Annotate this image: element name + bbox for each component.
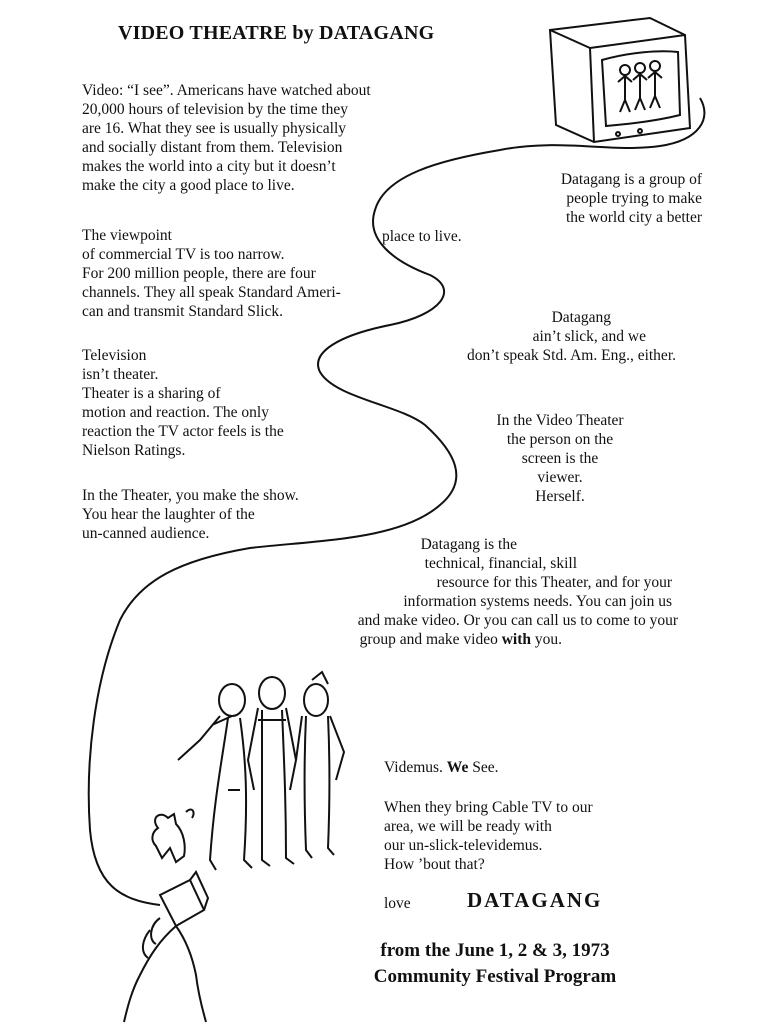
text-line: The viewpoint <box>82 227 172 244</box>
text-line: of commercial TV is too narrow. <box>82 246 285 263</box>
text-line: Television <box>82 347 147 364</box>
text-line: ain’t slick, and we <box>532 328 646 345</box>
text-line: resource for this Theater, and for your <box>436 574 672 591</box>
text-line: Herself. <box>535 488 585 505</box>
text-line: our un-slick-televidemus. <box>384 837 543 854</box>
theater-paragraph <box>82 346 284 460</box>
text-line: the person on the <box>506 431 614 448</box>
footer-credit <box>330 938 660 990</box>
video-theater-paragraph <box>470 411 650 506</box>
footer-line: from the June 1, 2 & 3, 1973 <box>380 940 610 961</box>
videmus-line <box>384 758 498 777</box>
text-line: Datagang is the <box>420 536 517 553</box>
text-fragment: group and make video <box>359 631 502 648</box>
text-line: and socially distant from them. Television <box>82 139 343 156</box>
group-paragraph <box>382 170 702 246</box>
text-line: don’t speak Std. Am. Eng., either. <box>467 347 676 364</box>
text-line: reaction the TV actor feels is the <box>82 423 284 440</box>
text-fragment: you. <box>531 631 562 648</box>
intro-paragraph <box>82 81 371 195</box>
text-line: can and transmit Standard Slick. <box>82 303 284 320</box>
people-group-icon <box>178 672 344 870</box>
text-line: viewer. <box>537 469 583 486</box>
hand-with-camera-icon <box>124 872 208 1022</box>
text-line: How ’bout that? <box>384 856 485 873</box>
text-line: channels. They all speak Standard Ameri- <box>82 284 341 301</box>
text-line: Datagang is a group of <box>560 171 702 188</box>
text-line: place to live. <box>382 228 462 245</box>
cable-paragraph <box>384 798 593 874</box>
text-line: In the Theater, you make the show. <box>82 487 299 504</box>
text-fragment: See. <box>468 759 499 776</box>
resource-paragraph <box>192 535 678 649</box>
dog-icon <box>152 810 193 862</box>
text-line: makes the world into a city but it doesn’t <box>82 158 336 175</box>
text-line: are 16. What they see is usually physically <box>82 120 347 137</box>
text-line <box>192 630 672 649</box>
tv-set-icon <box>550 18 690 142</box>
text-line: screen is the <box>521 450 599 467</box>
text-line: motion and reaction. The only <box>82 404 269 421</box>
text-line: and make video. Or you can call us to come to your <box>357 612 678 629</box>
text-line: 20,000 hours of television by the time they <box>82 101 349 118</box>
emphasis-word: We <box>446 759 469 776</box>
text-line: area, we will be ready with <box>384 818 552 835</box>
text-line: Theater is a sharing of <box>82 385 221 402</box>
text-line: technical, financial, skill <box>424 555 577 572</box>
emphasis-word: with <box>501 631 531 648</box>
footer-line: Community Festival Program <box>373 966 617 987</box>
text-fragment: Videmus. <box>384 759 447 776</box>
text-line: In the Video Theater <box>496 412 624 429</box>
text-line: When they bring Cable TV to our <box>384 799 593 816</box>
text-line: information systems needs. You can join us <box>403 593 672 610</box>
text-line: Datagang <box>551 309 611 326</box>
text-line: people trying to make <box>566 190 702 207</box>
signature: DATAGANG <box>467 888 603 912</box>
text-line: Nielson Ratings. <box>82 442 186 459</box>
text-line: un-canned audience. <box>82 525 210 542</box>
text-line: the world city a better <box>565 209 702 226</box>
text-line: Video: “I see”. Americans have watched about <box>82 82 371 99</box>
page-title: VIDEO THEATRE by DATAGANG <box>118 22 435 44</box>
text-line: make the city a good place to live. <box>82 177 295 194</box>
love-text: love <box>384 895 411 912</box>
viewpoint-paragraph <box>82 226 341 321</box>
text-line: You hear the laughter of the <box>82 506 255 523</box>
text-line: For 200 million people, there are four <box>82 265 316 282</box>
text-line: isn’t theater. <box>82 366 159 383</box>
slick-paragraph <box>336 308 676 365</box>
